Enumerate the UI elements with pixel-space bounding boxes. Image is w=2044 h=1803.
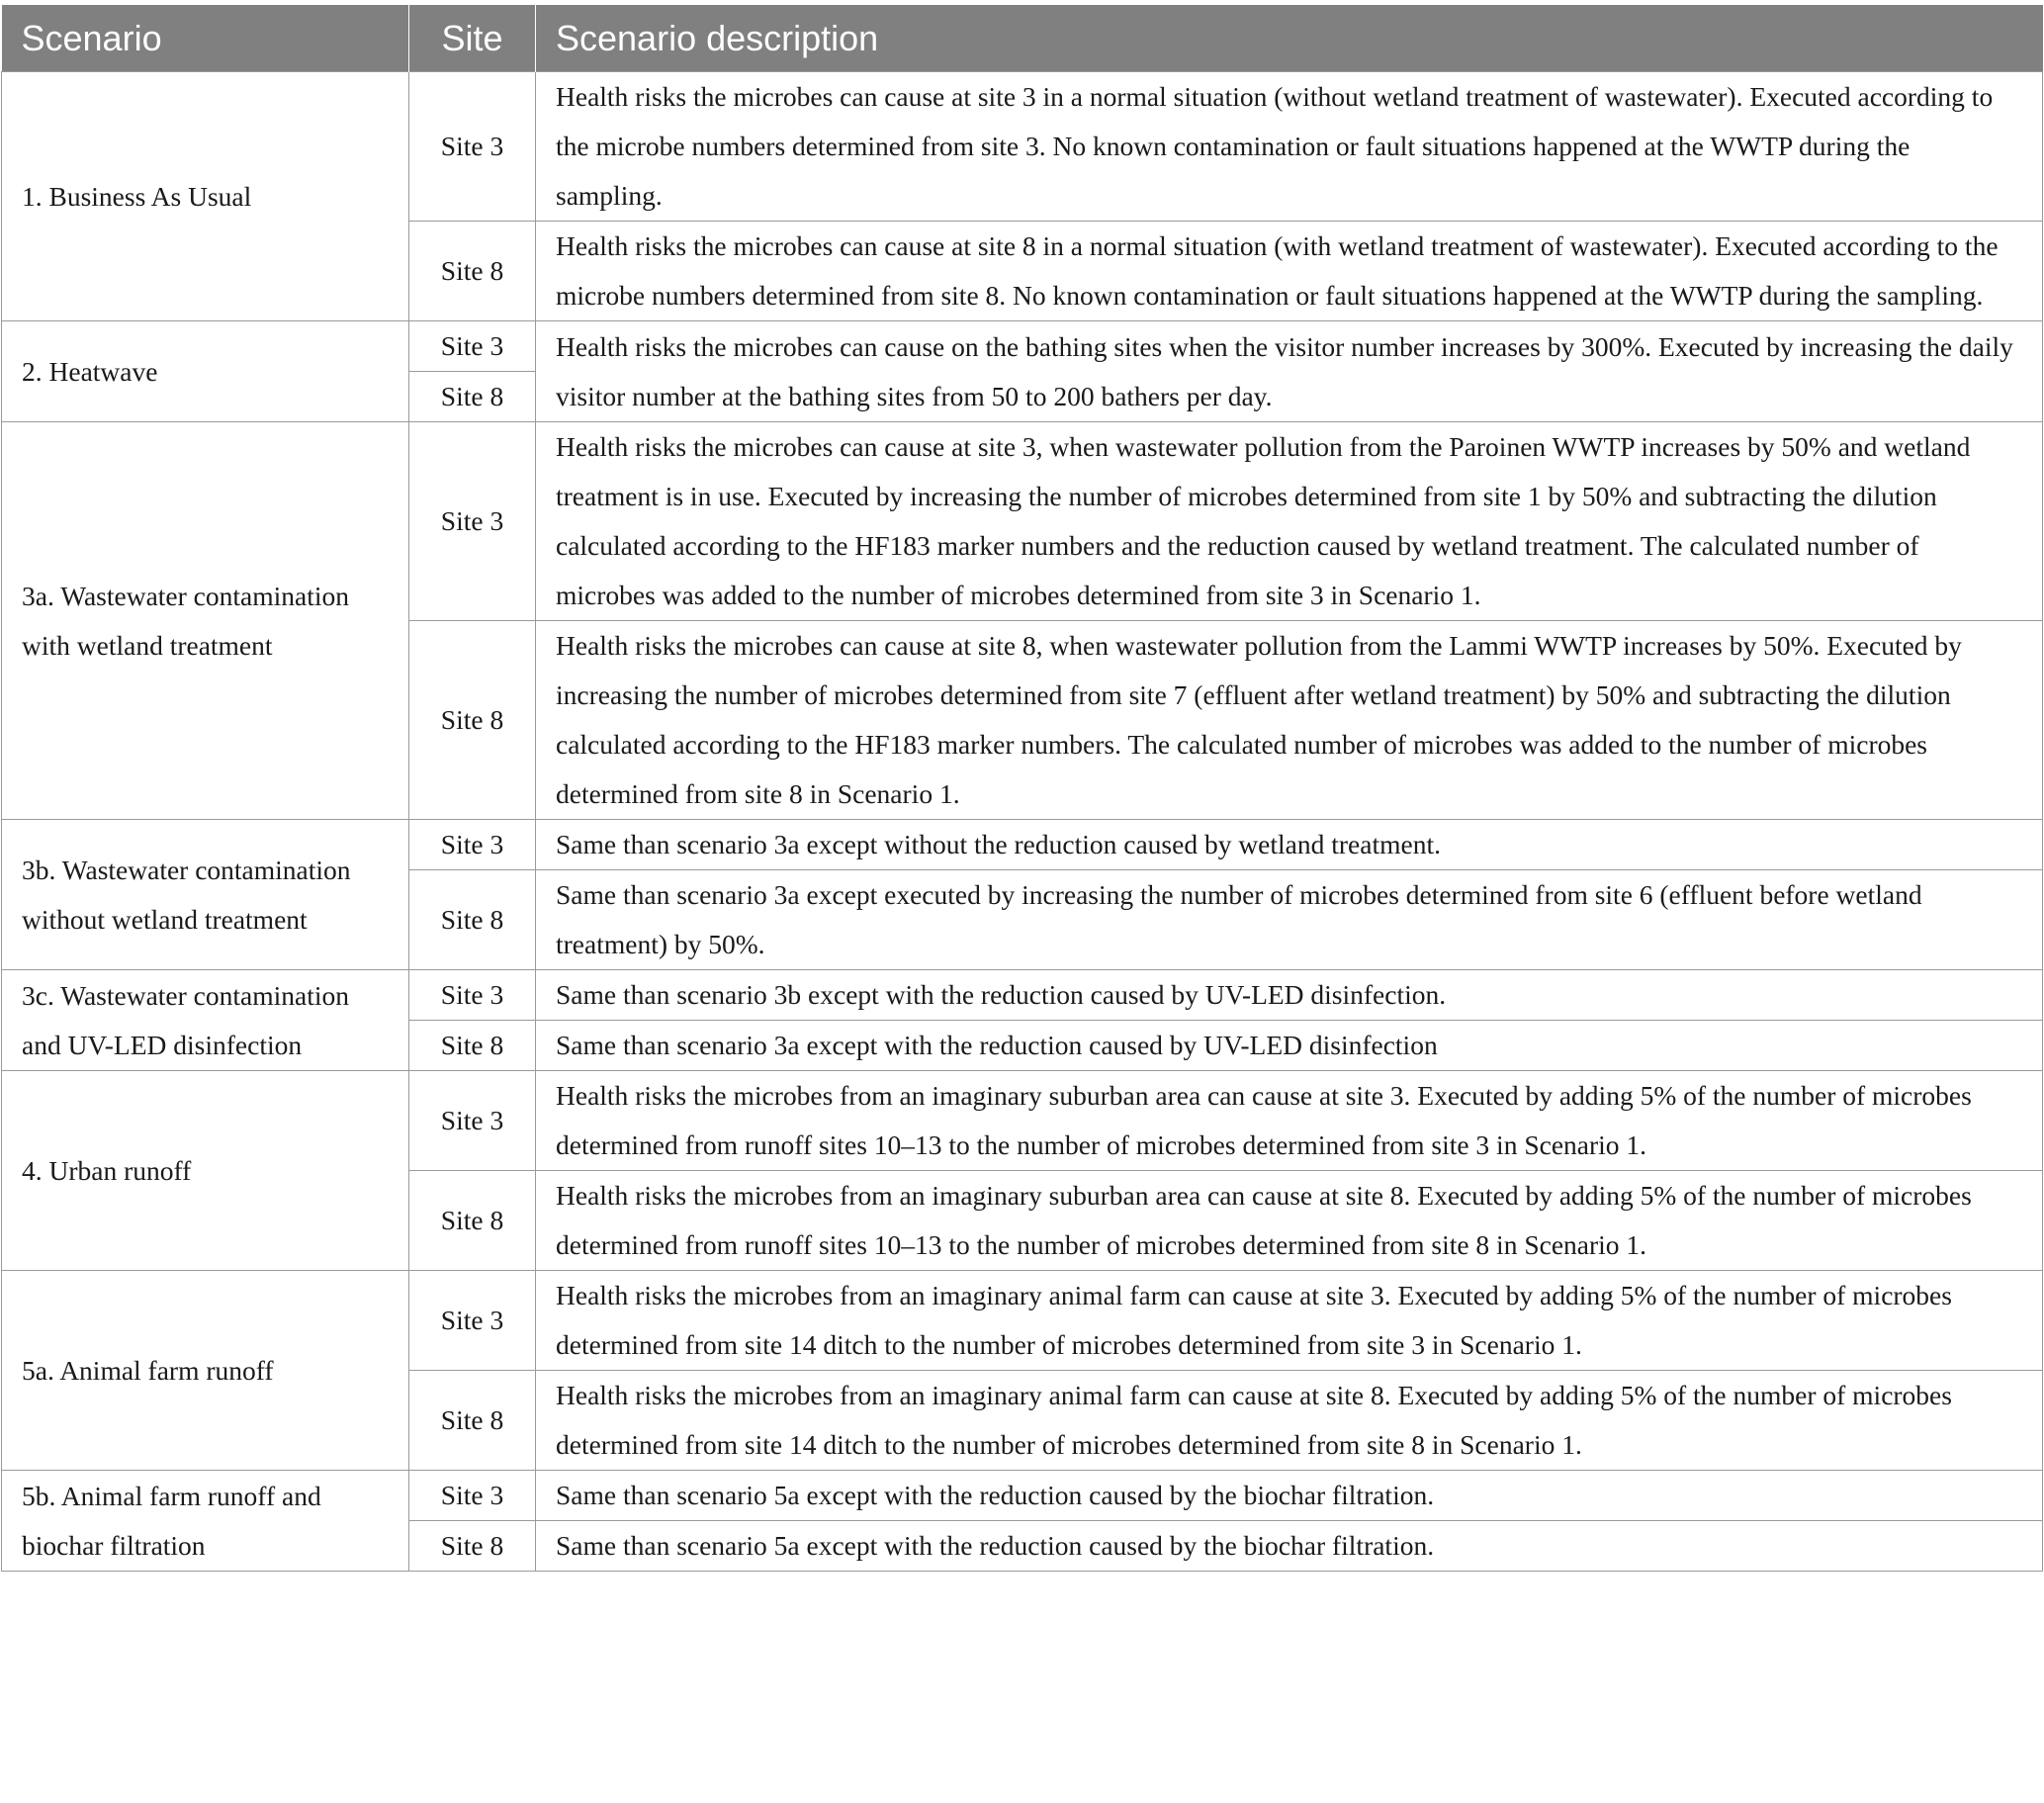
site-cell: Site 3 xyxy=(409,72,536,222)
site-cell: Site 8 xyxy=(409,1521,536,1572)
site-cell: Site 8 xyxy=(409,621,536,820)
description-cell: Health risks the microbes from an imaginary animal farm can cause at site 8. Executed by adding 5% of the number of microbes determined from site 14 ditch to the number of microbes determined from site 8 in Scenario 1. xyxy=(536,1371,2043,1471)
scenario-name: 1. Business As Usual xyxy=(2,72,409,321)
description-cell: Health risks the microbes from an imaginary suburban area can cause at site 8. Executed by adding 5% of the number of microbes determined from runoff sites 10–13 to the number of microbes determined from site 8 in Scenario 1. xyxy=(536,1171,2043,1271)
site-cell: Site 3 xyxy=(409,1271,536,1371)
site-cell: Site 8 xyxy=(409,1171,536,1271)
table-row xyxy=(2,970,2043,1021)
site-cell: Site 3 xyxy=(409,1471,536,1521)
site-cell: Site 3 xyxy=(409,970,536,1021)
scenario-table xyxy=(1,5,2043,1572)
scenario-name: 3a. Wastewater contamination with wetland treatment xyxy=(2,422,409,820)
table-row xyxy=(2,72,2043,222)
site-cell: Site 8 xyxy=(409,1371,536,1471)
header-description: Scenario description xyxy=(536,5,2043,72)
description-cell: Health risks the microbes from an imaginary suburban area can cause at site 3. Executed by adding 5% of the number of microbes determined from runoff sites 10–13 to the number of microbes determined from site 3 in Scenario 1. xyxy=(536,1071,2043,1171)
site-cell: Site 3 xyxy=(409,820,536,870)
site-cell: Site 3 xyxy=(409,422,536,621)
description-cell: Same than scenario 5a except with the reduction caused by the biochar filtration. xyxy=(536,1521,2043,1572)
header-row xyxy=(2,5,2043,72)
table-header xyxy=(2,5,2043,72)
scenario-name: 3c. Wastewater contamination and UV-LED disinfection xyxy=(2,970,409,1071)
description-cell: Health risks the microbes can cause at site 3, when wastewater pollution from the Paroinen WWTP increases by 50% and wetland treatment is in use. Executed by increasing the number of microbes determined from site 1 by 50% and subtracting the dilution calculated according to the HF183 marker numbers and the reduction caused by wetland treatment. The calculated number of microbes was added to the number of microbes determined from site 3 in Scenario 1. xyxy=(536,422,2043,621)
description-cell: Health risks the microbes can cause at site 8, when wastewater pollution from the Lammi WWTP increases by 50%. Executed by increasing the number of microbes determined from site 7 (effluent after wetland treatment) by 50% and subtracting the dilution calculated according to the HF183 marker numbers. The calculated number of microbes was added to the number of microbes determined from site 8 in Scenario 1. xyxy=(536,621,2043,820)
description-cell: Same than scenario 3a except with the reduction caused by UV-LED disinfection xyxy=(536,1021,2043,1071)
description-cell: Health risks the microbes from an imaginary animal farm can cause at site 3. Executed by adding 5% of the number of microbes determined from site 14 ditch to the number of microbes determined from site 3 in Scenario 1. xyxy=(536,1271,2043,1371)
table-row xyxy=(2,422,2043,621)
table-row xyxy=(2,820,2043,870)
description-cell: Health risks the microbes can cause on the bathing sites when the visitor number increases by 300%. Executed by increasing the daily visitor number at the bathing sites from 50 to 200 bathers per day. xyxy=(536,321,2043,422)
description-cell: Health risks the microbes can cause at site 3 in a normal situation (without wetland treatment of wastewater). Executed according to the microbe numbers determined from site 3. No known contamination or fault situations happened at the WWTP during the sampling. xyxy=(536,72,2043,222)
scenario-name: 5b. Animal farm runoff and biochar filtration xyxy=(2,1471,409,1572)
site-cell: Site 3 xyxy=(409,321,536,372)
description-cell: Same than scenario 5a except with the reduction caused by the biochar filtration. xyxy=(536,1471,2043,1521)
scenario-name: 4. Urban runoff xyxy=(2,1071,409,1271)
table-row xyxy=(2,1071,2043,1171)
scenario-name: 5a. Animal farm runoff xyxy=(2,1271,409,1471)
scenario-name: 3b. Wastewater contamination without wetland treatment xyxy=(2,820,409,970)
table-row xyxy=(2,321,2043,372)
header-scenario: Scenario xyxy=(2,5,409,72)
table-row xyxy=(2,1271,2043,1371)
description-cell: Same than scenario 3a except executed by increasing the number of microbes determined from site 6 (effluent before wetland treatment) by 50%. xyxy=(536,870,2043,970)
site-cell: Site 8 xyxy=(409,1021,536,1071)
description-cell: Health risks the microbes can cause at site 8 in a normal situation (with wetland treatment of wastewater). Executed according to the microbe numbers determined from site 8. No known contamination or fault situations happened at the WWTP during the sampling. xyxy=(536,222,2043,321)
table-row xyxy=(2,1471,2043,1521)
scenario-name: 2. Heatwave xyxy=(2,321,409,422)
table-body xyxy=(2,72,2043,1572)
header-site: Site xyxy=(409,5,536,72)
description-cell: Same than scenario 3b except with the reduction caused by UV-LED disinfection. xyxy=(536,970,2043,1021)
description-cell: Same than scenario 3a except without the reduction caused by wetland treatment. xyxy=(536,820,2043,870)
site-cell: Site 8 xyxy=(409,222,536,321)
site-cell: Site 8 xyxy=(409,870,536,970)
site-cell: Site 3 xyxy=(409,1071,536,1171)
site-cell: Site 8 xyxy=(409,372,536,422)
